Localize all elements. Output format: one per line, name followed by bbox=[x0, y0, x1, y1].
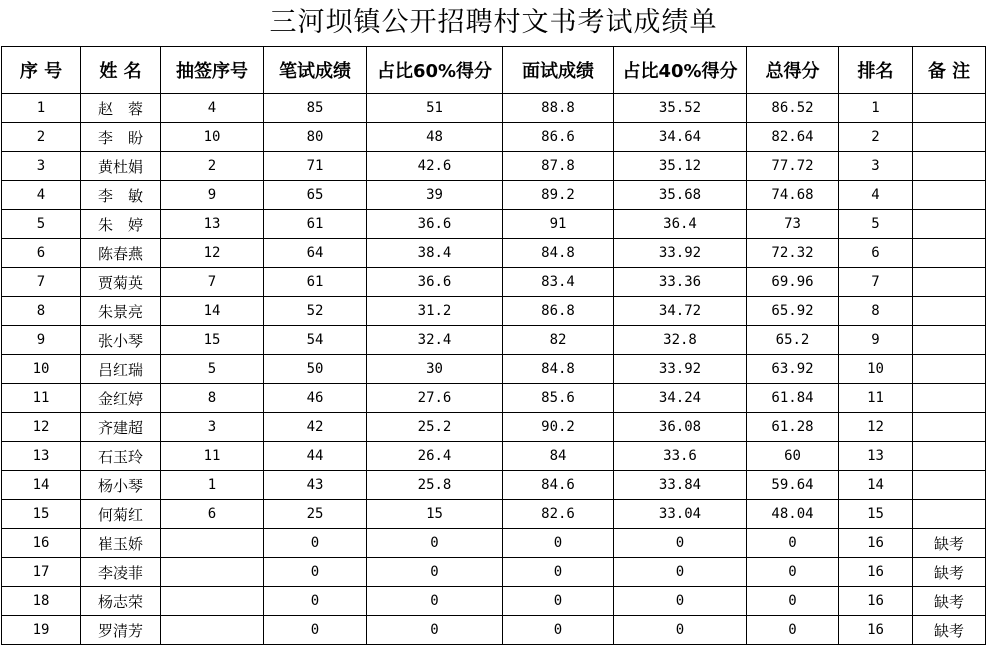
table-row bbox=[2, 500, 986, 529]
cell-interview-40pct: 35.12 bbox=[614, 152, 747, 181]
cell-written-60pct: 26.4 bbox=[367, 442, 503, 471]
cell-name: 张小琴 bbox=[81, 326, 161, 355]
header-written-score: 笔试成绩 bbox=[264, 47, 367, 94]
table-row bbox=[2, 442, 986, 471]
cell-rank: 3 bbox=[839, 152, 913, 181]
cell-draw-no bbox=[161, 587, 264, 616]
header-written-60pct: 占比60%得分 bbox=[367, 47, 503, 94]
cell-total-score: 0 bbox=[747, 558, 839, 587]
cell-written-score: 0 bbox=[264, 587, 367, 616]
cell-draw-no: 2 bbox=[161, 152, 264, 181]
cell-serial-no: 18 bbox=[2, 587, 81, 616]
cell-remark bbox=[913, 413, 986, 442]
cell-name: 杨志荣 bbox=[81, 587, 161, 616]
cell-interview-score: 84.6 bbox=[503, 471, 614, 500]
cell-remark bbox=[913, 123, 986, 152]
cell-written-score: 85 bbox=[264, 94, 367, 123]
cell-total-score: 61.84 bbox=[747, 384, 839, 413]
cell-draw-no: 8 bbox=[161, 384, 264, 413]
cell-name: 齐建超 bbox=[81, 413, 161, 442]
cell-name: 李凌菲 bbox=[81, 558, 161, 587]
cell-name: 李 敏 bbox=[81, 181, 161, 210]
cell-written-60pct: 0 bbox=[367, 616, 503, 645]
cell-interview-40pct: 35.52 bbox=[614, 94, 747, 123]
cell-total-score: 59.64 bbox=[747, 471, 839, 500]
cell-interview-score: 82 bbox=[503, 326, 614, 355]
cell-written-score: 46 bbox=[264, 384, 367, 413]
cell-name: 杨小琴 bbox=[81, 471, 161, 500]
cell-serial-no: 12 bbox=[2, 413, 81, 442]
cell-interview-score: 84.8 bbox=[503, 239, 614, 268]
cell-rank: 6 bbox=[839, 239, 913, 268]
cell-draw-no: 11 bbox=[161, 442, 264, 471]
cell-remark: 缺考 bbox=[913, 529, 986, 558]
cell-serial-no: 17 bbox=[2, 558, 81, 587]
cell-written-60pct: 36.6 bbox=[367, 268, 503, 297]
cell-remark: 缺考 bbox=[913, 558, 986, 587]
header-rank: 排名 bbox=[839, 47, 913, 94]
table-row bbox=[2, 529, 986, 558]
cell-serial-no: 2 bbox=[2, 123, 81, 152]
cell-interview-40pct: 33.36 bbox=[614, 268, 747, 297]
cell-draw-no: 1 bbox=[161, 471, 264, 500]
header-name: 姓 名 bbox=[81, 47, 161, 94]
cell-interview-score: 0 bbox=[503, 558, 614, 587]
cell-remark bbox=[913, 210, 986, 239]
cell-rank: 16 bbox=[839, 529, 913, 558]
cell-written-score: 80 bbox=[264, 123, 367, 152]
cell-remark bbox=[913, 384, 986, 413]
cell-rank: 16 bbox=[839, 558, 913, 587]
cell-written-60pct: 48 bbox=[367, 123, 503, 152]
cell-rank: 15 bbox=[839, 500, 913, 529]
cell-written-score: 65 bbox=[264, 181, 367, 210]
cell-rank: 12 bbox=[839, 413, 913, 442]
cell-name: 吕红瑞 bbox=[81, 355, 161, 384]
cell-total-score: 63.92 bbox=[747, 355, 839, 384]
cell-interview-40pct: 33.92 bbox=[614, 239, 747, 268]
cell-draw-no bbox=[161, 529, 264, 558]
cell-written-score: 52 bbox=[264, 297, 367, 326]
cell-rank: 7 bbox=[839, 268, 913, 297]
cell-name: 罗清芳 bbox=[81, 616, 161, 645]
cell-interview-score: 90.2 bbox=[503, 413, 614, 442]
cell-serial-no: 14 bbox=[2, 471, 81, 500]
table-row bbox=[2, 181, 986, 210]
cell-draw-no: 6 bbox=[161, 500, 264, 529]
cell-serial-no: 16 bbox=[2, 529, 81, 558]
cell-serial-no: 6 bbox=[2, 239, 81, 268]
table-row bbox=[2, 239, 986, 268]
cell-draw-no bbox=[161, 558, 264, 587]
cell-name: 李 盼 bbox=[81, 123, 161, 152]
cell-draw-no: 9 bbox=[161, 181, 264, 210]
cell-interview-score: 84.8 bbox=[503, 355, 614, 384]
cell-interview-score: 82.6 bbox=[503, 500, 614, 529]
table-row bbox=[2, 326, 986, 355]
header-total-score: 总得分 bbox=[747, 47, 839, 94]
cell-interview-40pct: 33.04 bbox=[614, 500, 747, 529]
cell-written-60pct: 31.2 bbox=[367, 297, 503, 326]
header-remark: 备 注 bbox=[913, 47, 986, 94]
cell-draw-no: 13 bbox=[161, 210, 264, 239]
cell-draw-no: 7 bbox=[161, 268, 264, 297]
cell-remark bbox=[913, 471, 986, 500]
cell-interview-40pct: 34.72 bbox=[614, 297, 747, 326]
table-row bbox=[2, 123, 986, 152]
cell-rank: 16 bbox=[839, 587, 913, 616]
cell-interview-40pct: 35.68 bbox=[614, 181, 747, 210]
cell-interview-score: 0 bbox=[503, 529, 614, 558]
cell-serial-no: 10 bbox=[2, 355, 81, 384]
cell-remark: 缺考 bbox=[913, 587, 986, 616]
cell-remark bbox=[913, 297, 986, 326]
cell-written-score: 71 bbox=[264, 152, 367, 181]
cell-written-score: 44 bbox=[264, 442, 367, 471]
cell-serial-no: 9 bbox=[2, 326, 81, 355]
cell-remark bbox=[913, 442, 986, 471]
cell-total-score: 48.04 bbox=[747, 500, 839, 529]
cell-name: 崔玉娇 bbox=[81, 529, 161, 558]
header-interview-40pct: 占比40%得分 bbox=[614, 47, 747, 94]
cell-remark bbox=[913, 326, 986, 355]
cell-name: 石玉玲 bbox=[81, 442, 161, 471]
table-row bbox=[2, 616, 986, 645]
cell-written-60pct: 30 bbox=[367, 355, 503, 384]
cell-interview-score: 0 bbox=[503, 616, 614, 645]
cell-rank: 11 bbox=[839, 384, 913, 413]
cell-total-score: 74.68 bbox=[747, 181, 839, 210]
cell-total-score: 72.32 bbox=[747, 239, 839, 268]
cell-serial-no: 4 bbox=[2, 181, 81, 210]
table-row bbox=[2, 384, 986, 413]
cell-remark bbox=[913, 500, 986, 529]
cell-total-score: 60 bbox=[747, 442, 839, 471]
cell-total-score: 69.96 bbox=[747, 268, 839, 297]
cell-written-60pct: 0 bbox=[367, 529, 503, 558]
cell-name: 何菊红 bbox=[81, 500, 161, 529]
cell-draw-no: 5 bbox=[161, 355, 264, 384]
cell-interview-40pct: 34.64 bbox=[614, 123, 747, 152]
cell-rank: 16 bbox=[839, 616, 913, 645]
cell-draw-no: 12 bbox=[161, 239, 264, 268]
cell-rank: 10 bbox=[839, 355, 913, 384]
cell-total-score: 0 bbox=[747, 616, 839, 645]
cell-written-60pct: 0 bbox=[367, 558, 503, 587]
cell-rank: 9 bbox=[839, 326, 913, 355]
cell-total-score: 0 bbox=[747, 529, 839, 558]
cell-remark bbox=[913, 181, 986, 210]
cell-total-score: 73 bbox=[747, 210, 839, 239]
table-row bbox=[2, 413, 986, 442]
cell-written-score: 61 bbox=[264, 210, 367, 239]
cell-interview-40pct: 36.4 bbox=[614, 210, 747, 239]
table-row bbox=[2, 94, 986, 123]
cell-written-60pct: 42.6 bbox=[367, 152, 503, 181]
cell-total-score: 65.92 bbox=[747, 297, 839, 326]
cell-written-60pct: 51 bbox=[367, 94, 503, 123]
cell-draw-no: 15 bbox=[161, 326, 264, 355]
cell-rank: 14 bbox=[839, 471, 913, 500]
table-row bbox=[2, 558, 986, 587]
cell-serial-no: 19 bbox=[2, 616, 81, 645]
cell-remark bbox=[913, 355, 986, 384]
cell-interview-40pct: 32.8 bbox=[614, 326, 747, 355]
cell-interview-40pct: 33.84 bbox=[614, 471, 747, 500]
cell-serial-no: 8 bbox=[2, 297, 81, 326]
cell-written-score: 54 bbox=[264, 326, 367, 355]
cell-written-60pct: 15 bbox=[367, 500, 503, 529]
header-serial-no: 序 号 bbox=[2, 47, 81, 94]
cell-serial-no: 3 bbox=[2, 152, 81, 181]
cell-serial-no: 5 bbox=[2, 210, 81, 239]
cell-name: 朱景亮 bbox=[81, 297, 161, 326]
cell-interview-40pct: 34.24 bbox=[614, 384, 747, 413]
table-row bbox=[2, 471, 986, 500]
cell-total-score: 61.28 bbox=[747, 413, 839, 442]
table-row bbox=[2, 297, 986, 326]
cell-draw-no bbox=[161, 616, 264, 645]
cell-written-score: 25 bbox=[264, 500, 367, 529]
cell-name: 陈春燕 bbox=[81, 239, 161, 268]
header-row bbox=[2, 47, 986, 94]
cell-written-60pct: 39 bbox=[367, 181, 503, 210]
cell-interview-score: 84 bbox=[503, 442, 614, 471]
cell-written-score: 50 bbox=[264, 355, 367, 384]
cell-interview-40pct: 36.08 bbox=[614, 413, 747, 442]
cell-interview-40pct: 0 bbox=[614, 529, 747, 558]
cell-draw-no: 14 bbox=[161, 297, 264, 326]
table-row bbox=[2, 152, 986, 181]
cell-total-score: 65.2 bbox=[747, 326, 839, 355]
cell-serial-no: 11 bbox=[2, 384, 81, 413]
cell-remark bbox=[913, 268, 986, 297]
cell-interview-score: 85.6 bbox=[503, 384, 614, 413]
cell-draw-no: 4 bbox=[161, 94, 264, 123]
cell-written-60pct: 38.4 bbox=[367, 239, 503, 268]
cell-written-score: 43 bbox=[264, 471, 367, 500]
header-draw-no: 抽签序号 bbox=[161, 47, 264, 94]
cell-interview-score: 88.8 bbox=[503, 94, 614, 123]
cell-written-score: 0 bbox=[264, 558, 367, 587]
page-title: 三河坝镇公开招聘村文书考试成绩单 bbox=[269, 7, 718, 38]
cell-written-score: 61 bbox=[264, 268, 367, 297]
cell-interview-score: 91 bbox=[503, 210, 614, 239]
cell-remark bbox=[913, 239, 986, 268]
table-row bbox=[2, 268, 986, 297]
cell-interview-score: 87.8 bbox=[503, 152, 614, 181]
cell-rank: 1 bbox=[839, 94, 913, 123]
cell-total-score: 77.72 bbox=[747, 152, 839, 181]
cell-name: 金红婷 bbox=[81, 384, 161, 413]
cell-written-60pct: 25.8 bbox=[367, 471, 503, 500]
cell-remark bbox=[913, 152, 986, 181]
cell-interview-40pct: 0 bbox=[614, 558, 747, 587]
cell-rank: 8 bbox=[839, 297, 913, 326]
cell-interview-40pct: 33.92 bbox=[614, 355, 747, 384]
cell-draw-no: 10 bbox=[161, 123, 264, 152]
table-row bbox=[2, 355, 986, 384]
cell-written-score: 42 bbox=[264, 413, 367, 442]
table-body bbox=[2, 94, 986, 645]
cell-serial-no: 1 bbox=[2, 94, 81, 123]
cell-draw-no: 3 bbox=[161, 413, 264, 442]
cell-written-60pct: 0 bbox=[367, 587, 503, 616]
cell-total-score: 0 bbox=[747, 587, 839, 616]
cell-serial-no: 7 bbox=[2, 268, 81, 297]
cell-written-score: 0 bbox=[264, 616, 367, 645]
cell-written-60pct: 27.6 bbox=[367, 384, 503, 413]
cell-written-60pct: 25.2 bbox=[367, 413, 503, 442]
cell-interview-score: 86.8 bbox=[503, 297, 614, 326]
cell-name: 黄杜娟 bbox=[81, 152, 161, 181]
cell-written-score: 64 bbox=[264, 239, 367, 268]
cell-serial-no: 15 bbox=[2, 500, 81, 529]
cell-rank: 4 bbox=[839, 181, 913, 210]
cell-interview-40pct: 0 bbox=[614, 616, 747, 645]
cell-interview-40pct: 0 bbox=[614, 587, 747, 616]
cell-serial-no: 13 bbox=[2, 442, 81, 471]
cell-interview-40pct: 33.6 bbox=[614, 442, 747, 471]
cell-name: 朱 婷 bbox=[81, 210, 161, 239]
cell-written-score: 0 bbox=[264, 529, 367, 558]
cell-interview-score: 89.2 bbox=[503, 181, 614, 210]
cell-rank: 2 bbox=[839, 123, 913, 152]
cell-rank: 5 bbox=[839, 210, 913, 239]
cell-written-60pct: 36.6 bbox=[367, 210, 503, 239]
cell-interview-score: 0 bbox=[503, 587, 614, 616]
table-row bbox=[2, 587, 986, 616]
cell-interview-score: 86.6 bbox=[503, 123, 614, 152]
cell-remark: 缺考 bbox=[913, 616, 986, 645]
cell-total-score: 86.52 bbox=[747, 94, 839, 123]
cell-name: 贾菊英 bbox=[81, 268, 161, 297]
cell-rank: 13 bbox=[839, 442, 913, 471]
header-interview-score: 面试成绩 bbox=[503, 47, 614, 94]
table-row bbox=[2, 210, 986, 239]
cell-remark bbox=[913, 94, 986, 123]
cell-total-score: 82.64 bbox=[747, 123, 839, 152]
score-table bbox=[1, 46, 986, 645]
cell-interview-score: 83.4 bbox=[503, 268, 614, 297]
cell-name: 赵 蓉 bbox=[81, 94, 161, 123]
cell-written-60pct: 32.4 bbox=[367, 326, 503, 355]
